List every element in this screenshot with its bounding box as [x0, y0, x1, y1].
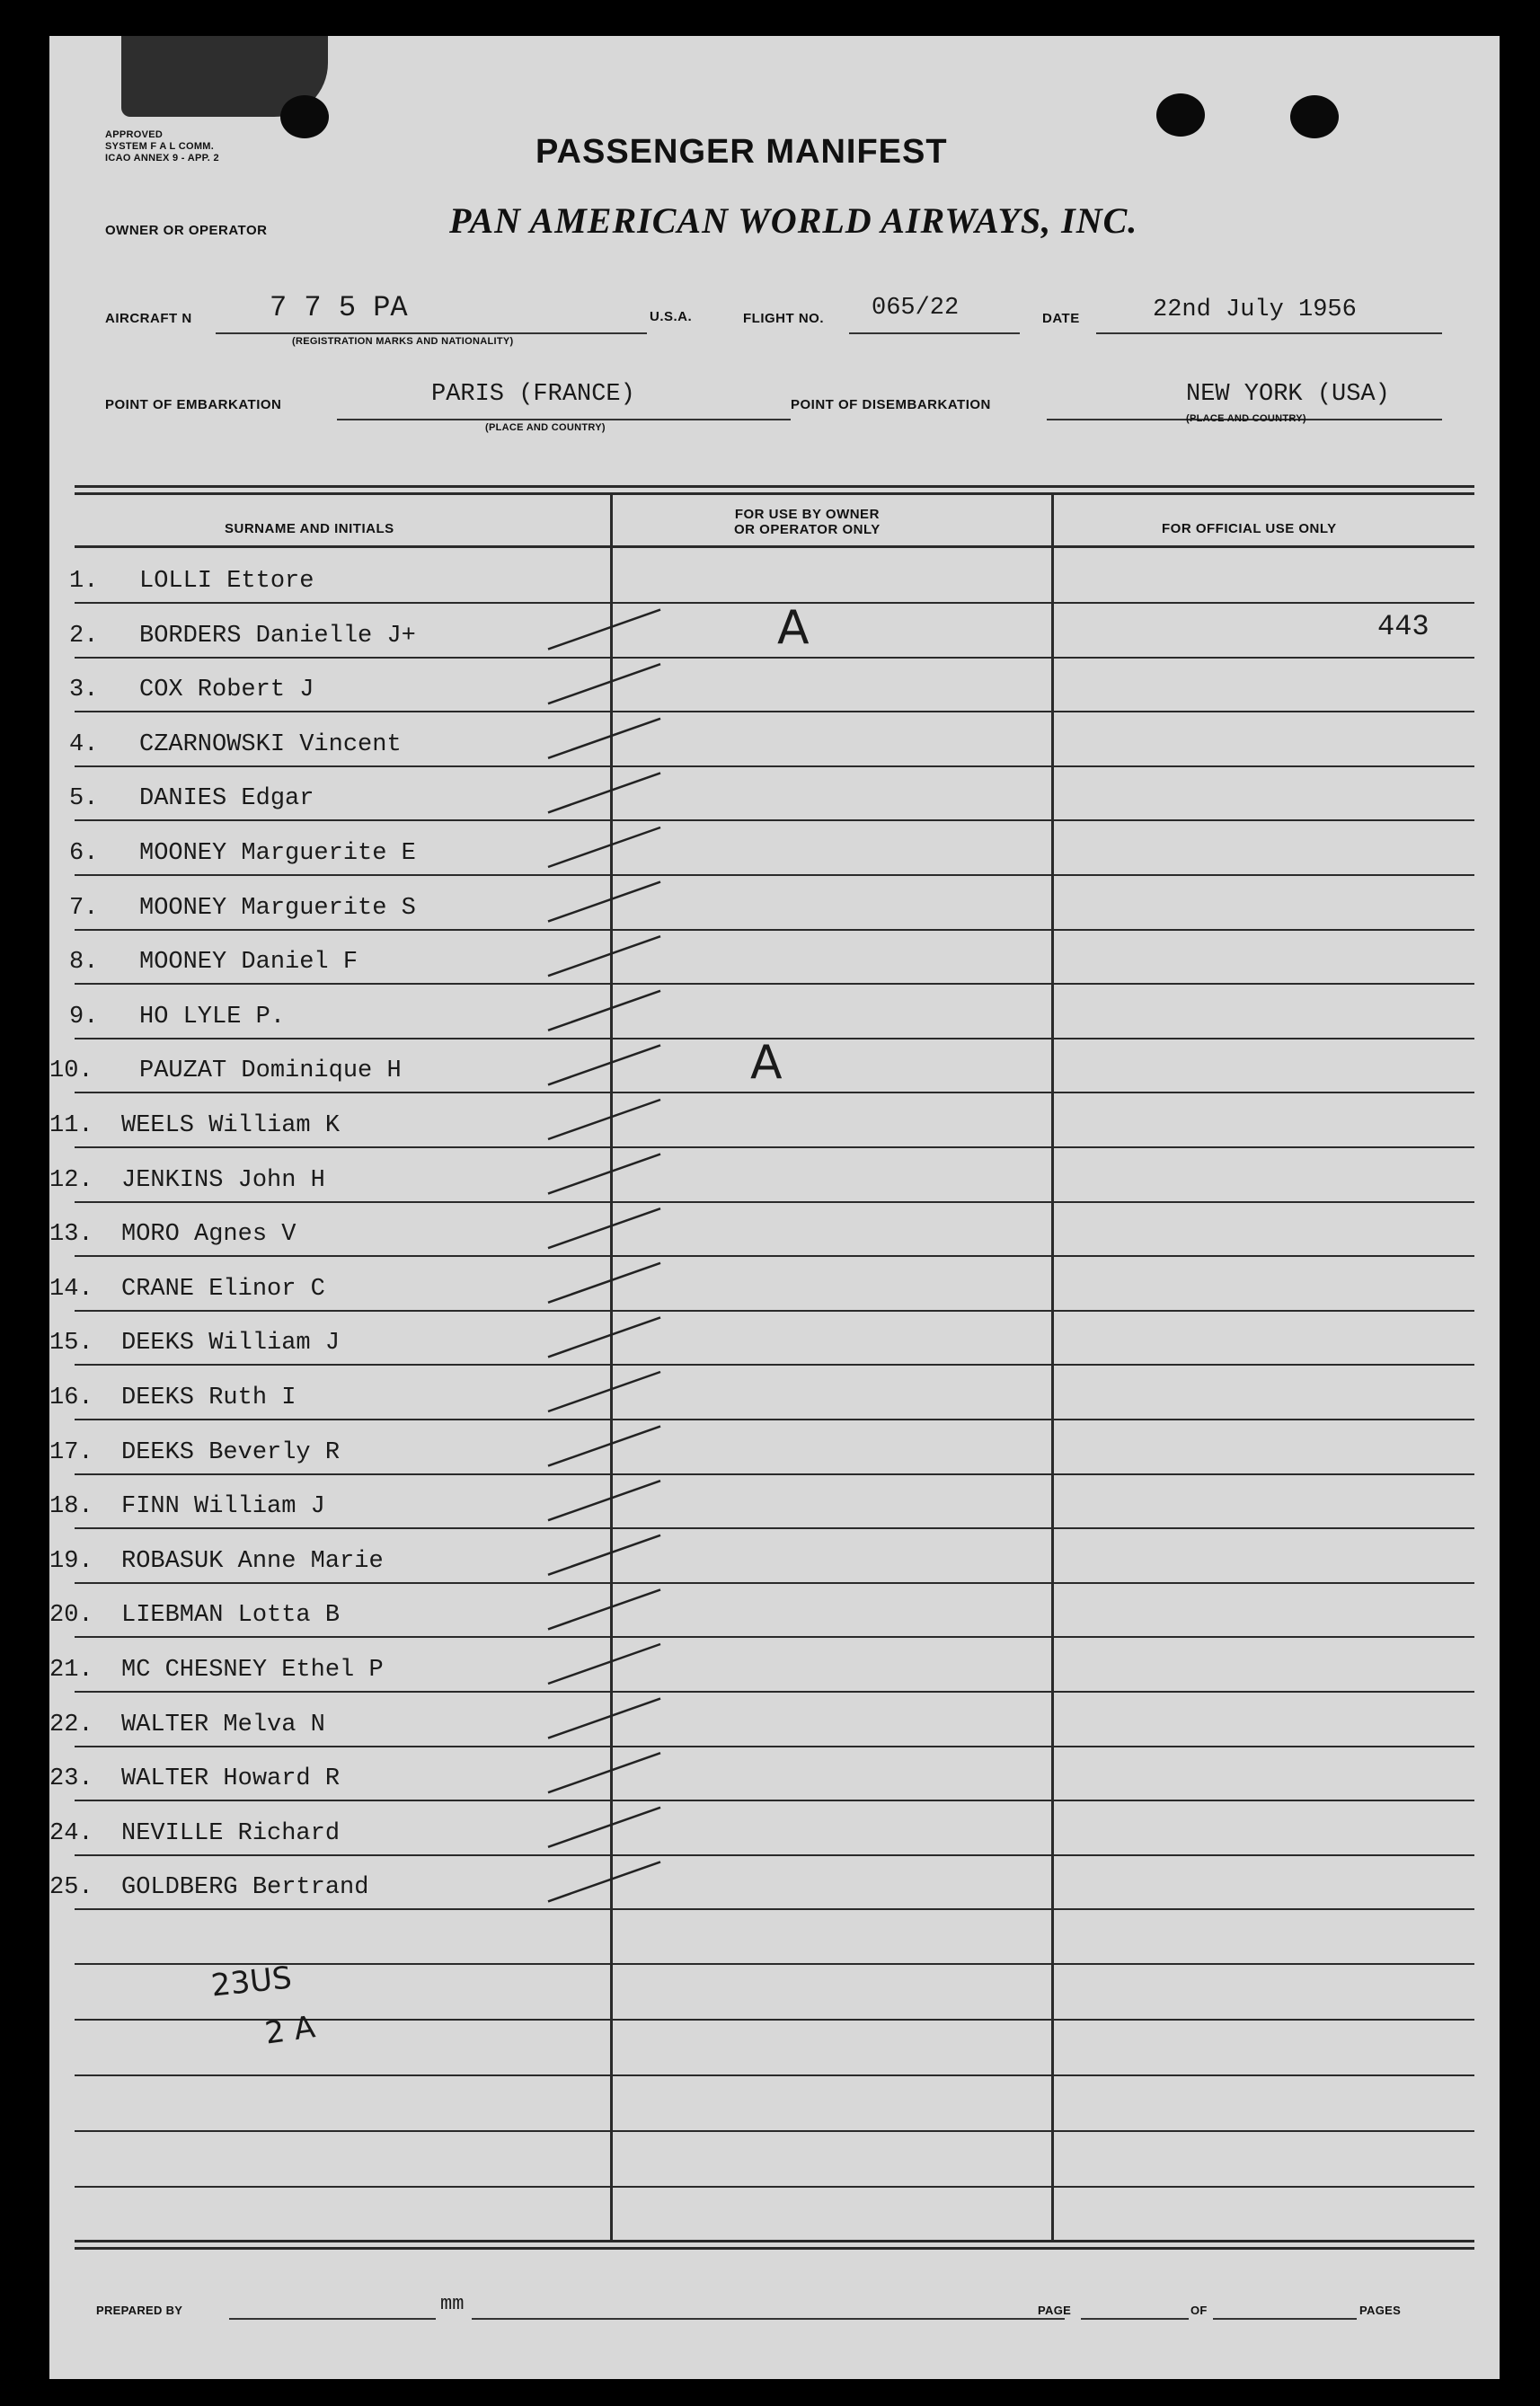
check-mark — [548, 827, 660, 867]
passenger-name: PAUZAT Dominique H — [139, 1057, 402, 1085]
manifest-page — [49, 36, 1500, 2379]
passenger-number: 13. — [49, 1221, 93, 1249]
passenger-name: CRANE Elinor C — [121, 1275, 325, 1303]
passenger-name: JENKINS John H — [121, 1166, 325, 1194]
aircraft-label: AIRCRAFT N — [105, 311, 192, 326]
passenger-number: 16. — [49, 1384, 93, 1411]
owner-mark: A — [750, 1036, 783, 1091]
check-mark — [548, 1100, 660, 1139]
check-mark — [548, 664, 660, 703]
check-mark — [548, 1154, 660, 1194]
aircraft-value: 7 7 5 PA — [270, 291, 408, 324]
embarkation-sublabel: (PLACE AND COUNTRY) — [485, 422, 606, 433]
passenger-number: 2. — [69, 622, 99, 650]
disembarkation-value: NEW YORK (USA) — [1186, 381, 1390, 408]
check-mark — [548, 936, 660, 976]
passenger-name: LIEBMAN Lotta B — [121, 1602, 341, 1630]
check-mark — [548, 1753, 660, 1792]
passenger-number: 25. — [49, 1874, 93, 1902]
check-mark — [548, 1808, 660, 1847]
check-mark — [548, 1862, 660, 1901]
passenger-number: 17. — [49, 1438, 93, 1466]
usa-label: U.S.A. — [650, 309, 693, 324]
check-mark — [548, 1317, 660, 1357]
column-header-name: SURNAME AND INITIALS — [225, 521, 394, 536]
passenger-name: GOLDBERG Bertrand — [121, 1874, 369, 1902]
passenger-number: 10. — [49, 1057, 93, 1085]
pages-label: PAGES — [1359, 2304, 1402, 2317]
prepared-by-label: PREPARED BY — [96, 2304, 183, 2317]
check-mark — [548, 1372, 660, 1411]
approval-line-3: ICAO ANNEX 9 - APP. 2 — [105, 153, 219, 164]
passenger-number: 20. — [49, 1602, 93, 1630]
passenger-name: MORO Agnes V — [121, 1221, 296, 1249]
passenger-number: 22. — [49, 1711, 93, 1738]
passenger-name: ROBASUK Anne Marie — [121, 1547, 384, 1575]
check-mark — [548, 991, 660, 1031]
flight-value: 065/22 — [872, 295, 960, 322]
handwritten-total-a: 2 A — [262, 2009, 318, 2052]
handwritten-total-us: 23US — [209, 1959, 294, 2004]
disembarkation-sublabel: (PLACE AND COUNTRY) — [1186, 413, 1306, 424]
passenger-number: 9. — [69, 1003, 99, 1031]
passenger-number: 15. — [49, 1330, 93, 1358]
date-label: DATE — [1042, 311, 1080, 326]
company-name: PAN AMERICAN WORLD AIRWAYS, INC. — [449, 200, 1138, 241]
check-mark — [548, 1208, 660, 1248]
passenger-name: DEEKS Beverly R — [121, 1438, 341, 1466]
check-mark — [548, 610, 660, 650]
passenger-name: WEELS William K — [121, 1112, 341, 1139]
passenger-number: 18. — [49, 1493, 93, 1521]
column-header-owner-line-1: FOR USE BY OWNER — [734, 507, 880, 522]
passenger-name: DEEKS Ruth I — [121, 1384, 296, 1411]
embarkation-label: POINT OF EMBARKATION — [105, 397, 282, 412]
passenger-number: 14. — [49, 1275, 93, 1303]
passenger-name: LOLLI Ettore — [139, 568, 314, 595]
passenger-name: NEVILLE Richard — [121, 1819, 341, 1847]
date-value: 22nd July 1956 — [1153, 296, 1357, 323]
passenger-number: 12. — [49, 1166, 93, 1194]
passenger-number: 1. — [69, 568, 99, 595]
passenger-number: 23. — [49, 1765, 93, 1793]
check-mark — [548, 882, 660, 922]
check-mark — [548, 719, 660, 758]
passenger-number: 24. — [49, 1819, 93, 1847]
aircraft-sublabel: (REGISTRATION MARKS AND NATIONALITY) — [292, 336, 514, 347]
owner-mark: A — [777, 600, 810, 655]
column-header-official: FOR OFFICIAL USE ONLY — [1162, 521, 1337, 536]
passenger-number: 7. — [69, 894, 99, 922]
check-mark — [548, 1699, 660, 1738]
passenger-number: 11. — [49, 1112, 93, 1139]
check-mark — [548, 773, 660, 812]
passenger-number: 5. — [69, 785, 99, 813]
flight-label: FLIGHT NO. — [743, 311, 824, 326]
passenger-name: WALTER Melva N — [121, 1711, 325, 1738]
passenger-name: DANIES Edgar — [139, 785, 314, 813]
page-title: PASSENGER MANIFEST — [535, 133, 948, 171]
passenger-name: MOONEY Daniel F — [139, 949, 358, 977]
passenger-name: MOONEY Marguerite E — [139, 840, 416, 867]
of-label: OF — [1190, 2304, 1208, 2317]
passenger-name: DEEKS William J — [121, 1330, 341, 1358]
passenger-number: 6. — [69, 840, 99, 867]
check-mark — [548, 1535, 660, 1575]
passenger-name: MOONEY Marguerite S — [139, 894, 416, 922]
passenger-name: CZARNOWSKI Vincent — [139, 730, 402, 758]
check-mark — [548, 1481, 660, 1520]
passenger-name: WALTER Howard R — [121, 1765, 341, 1793]
prepared-by-value: mm — [440, 2293, 465, 2315]
check-mark — [548, 1644, 660, 1684]
check-mark — [548, 1263, 660, 1303]
passenger-name: FINN William J — [121, 1493, 325, 1521]
passenger-number: 4. — [69, 730, 99, 758]
official-code: 443 — [1377, 609, 1429, 643]
passenger-number: 3. — [69, 677, 99, 704]
check-mark — [548, 1589, 660, 1629]
passenger-number: 21. — [49, 1657, 93, 1684]
owner-label: OWNER OR OPERATOR — [105, 223, 268, 238]
page-label: PAGE — [1038, 2304, 1072, 2317]
passenger-name: MC CHESNEY Ethel P — [121, 1657, 384, 1684]
passenger-name: COX Robert J — [139, 677, 314, 704]
approval-line-2: SYSTEM F A L COMM. — [105, 141, 215, 152]
disembarkation-label: POINT OF DISEMBARKATION — [791, 397, 991, 412]
passenger-number: 19. — [49, 1547, 93, 1575]
passenger-name: BORDERS Danielle J+ — [139, 622, 416, 650]
passenger-number: 8. — [69, 949, 99, 977]
embarkation-value: PARIS (FRANCE) — [431, 381, 635, 408]
check-mark — [548, 1045, 660, 1084]
passenger-name: HO LYLE P. — [139, 1003, 286, 1031]
approval-line-1: APPROVED — [105, 129, 164, 140]
check-mark — [548, 1427, 660, 1466]
column-header-owner-line-2: OR OPERATOR ONLY — [734, 522, 881, 537]
